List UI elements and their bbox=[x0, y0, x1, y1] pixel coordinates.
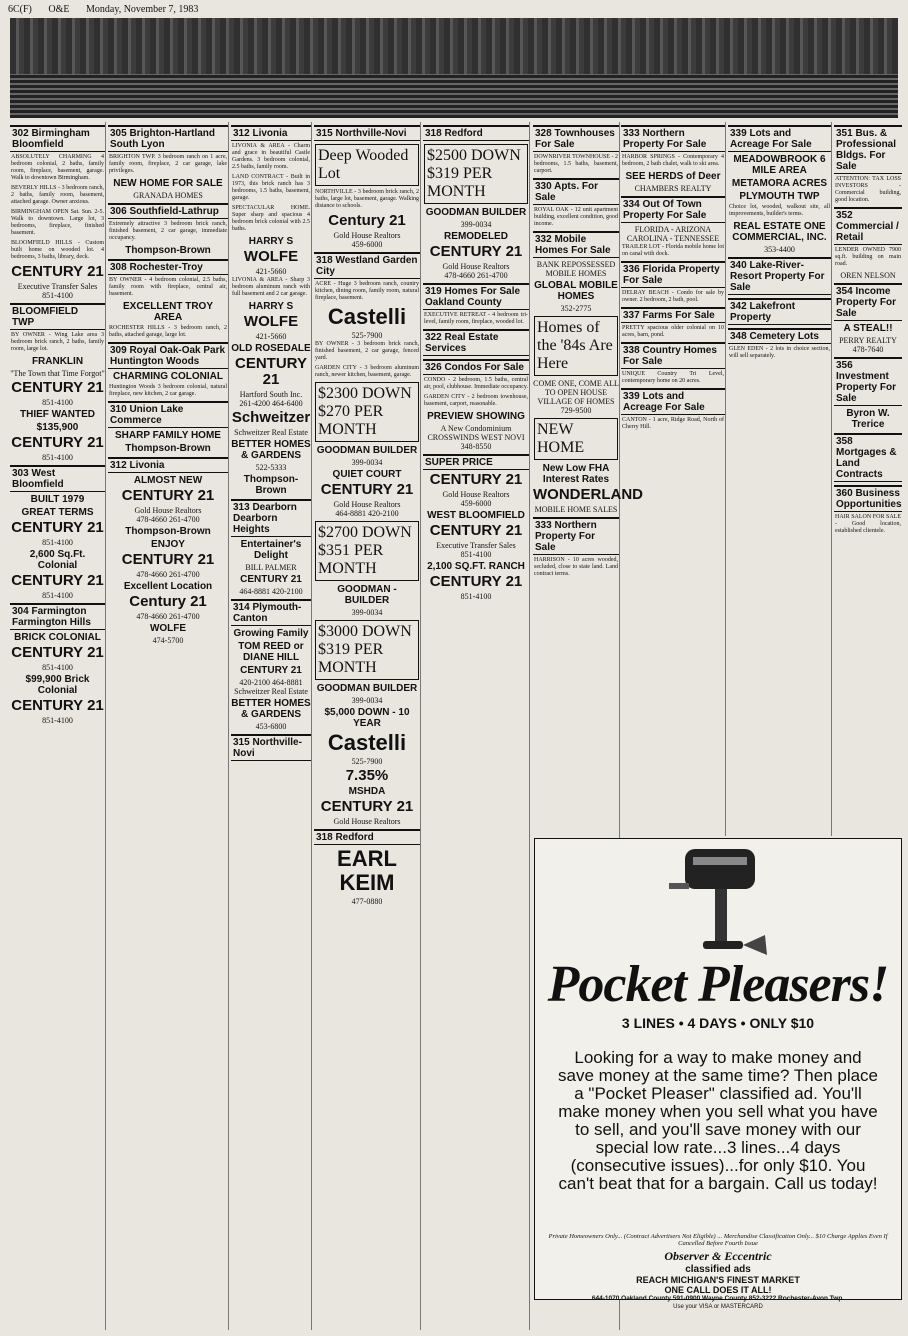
listing-detail: 352-2775 bbox=[560, 304, 592, 313]
agency-name: CENTURY 21 bbox=[11, 263, 104, 280]
listing-detail: BANK REPOSSESSED MOBILE HOMES bbox=[536, 260, 616, 278]
listing-detail: Gold House Realtors bbox=[333, 817, 401, 826]
section-heading: 304 Farmington Farmington Hills bbox=[10, 603, 105, 630]
listing-headline: Thompson-Brown bbox=[125, 443, 211, 454]
listing-detail: CHAMBERS REALTY bbox=[634, 184, 712, 193]
listing-headline: HARRY S bbox=[248, 301, 294, 312]
listing-headline: PLYMOUTH TWP bbox=[739, 191, 820, 202]
listing-detail: Executive Transfer Sales bbox=[436, 541, 516, 550]
column-2 bbox=[108, 122, 229, 1330]
listing-detail: 459-6000 bbox=[460, 499, 492, 508]
section-heading: 326 Condos For Sale bbox=[423, 359, 529, 375]
listing-detail: MOBILE HOME SALES bbox=[534, 505, 618, 514]
agency-name: 7.35% bbox=[345, 767, 389, 784]
agency-name: CENTURY 21 bbox=[320, 798, 414, 815]
section-heading: 339 Lots and Acreage For Sale bbox=[621, 388, 725, 415]
section-heading: 330 Apts. For Sale bbox=[533, 178, 619, 205]
listing-headline: ENJOY bbox=[151, 539, 185, 550]
agency-name: CENTURY 21 bbox=[429, 243, 523, 260]
ad-subtitle: 3 LINES • 4 DAYS • ONLY $10 bbox=[621, 1015, 815, 1031]
outboard-motor-icon bbox=[645, 843, 795, 963]
listing-text: UNIQUE Country Tri Level, contemporary home on 20 acres. bbox=[622, 371, 724, 384]
listing-headline: REAL ESTATE ONE COMMERCIAL, INC. bbox=[732, 221, 827, 243]
section-heading: 308 Rochester-Troy bbox=[108, 259, 228, 275]
pocket-pleasers-ad bbox=[534, 838, 902, 1310]
listing-text: TRAILER LOT - Florida mobile home lot on canal with dock. bbox=[622, 244, 724, 257]
classified-banner-photo bbox=[10, 18, 898, 118]
section-heading: 303 West Bloomfield bbox=[10, 465, 105, 492]
column-5 bbox=[423, 122, 530, 1330]
agency-name: Schweitzer bbox=[231, 409, 311, 426]
boxed-headline: $2300 DOWN $270 PER MONTH bbox=[315, 382, 419, 442]
agency-name-large: EARL KEIM bbox=[337, 846, 397, 895]
section-heading: 314 Plymouth-Canton bbox=[231, 599, 311, 626]
ad-logo bbox=[535, 1249, 901, 1264]
phones-line: 644-1070 Oakland County 591-0900 Wayne County 852-3222 Rochester-Avon Twp. bbox=[591, 1295, 845, 1302]
listing-headline: Thompson-Brown bbox=[125, 245, 211, 256]
listing-text: BEVERLY HILLS - 3 bedroom ranch, 2 baths, family room, basement, attached garage. Owner anxious. bbox=[11, 185, 104, 205]
column-8 bbox=[728, 122, 832, 836]
listing-text: BY OWNER - 4 bedroom colonial, 2.5 baths, family room with fireplace, central air, basement. bbox=[109, 277, 227, 297]
listing-headline: CENTURY 21 bbox=[240, 665, 302, 676]
agency-name: CENTURY 21 bbox=[11, 697, 104, 714]
listing-detail: 464-8881 420-2100 bbox=[239, 587, 303, 596]
listing-text: ATTENTION: TAX LOSS INVESTORS - Commercial building, good location. bbox=[835, 176, 901, 203]
listing-detail: 421-5660 bbox=[255, 332, 287, 341]
listing-headline: EXCELLENT TROY AREA bbox=[122, 301, 213, 323]
agency-name: CENTURY 21 bbox=[121, 487, 215, 504]
section-heading: 352 Commercial / Retail bbox=[834, 207, 902, 245]
listing-detail: Gold House Realtors bbox=[442, 262, 510, 271]
paper-name: O&E bbox=[48, 4, 70, 15]
listing-detail: 478-4660 261-4700 bbox=[444, 271, 508, 280]
listing-detail: 522-5333 bbox=[255, 463, 287, 472]
section-heading: 348 Cemetery Lots bbox=[728, 328, 831, 344]
listing-text: HAIR SALON FOR SALE - Good location, established clientele. bbox=[835, 514, 901, 534]
listing-detail: 851-4100 bbox=[42, 538, 73, 547]
listing-headline: OLD ROSEDALE bbox=[231, 343, 311, 354]
column-7 bbox=[621, 122, 726, 836]
listing-headline: BRICK COLONIAL bbox=[14, 632, 101, 643]
section-heading: 356 Investment Property For Sale bbox=[834, 357, 902, 406]
section-heading: 360 Business Opportunities bbox=[834, 485, 902, 512]
listing-headline: Growing Family bbox=[233, 628, 309, 639]
section-heading: 312 Livonia bbox=[108, 457, 228, 473]
boxed-headline: Deep Wooded Lot bbox=[315, 144, 419, 186]
agency-name: CENTURY 21 bbox=[320, 481, 414, 498]
section-heading: 306 Southfield-Lathrup bbox=[108, 203, 228, 219]
agency-name: WONDERLAND bbox=[533, 486, 643, 503]
listing-detail: 348-8550 bbox=[460, 442, 492, 451]
section-heading: 336 Florida Property For Sale bbox=[621, 261, 725, 288]
listing-text: EXECUTIVE RETREAT - 4 bedroom tri-level, family room, fireplace, wooded lot. bbox=[424, 312, 528, 325]
listing-headline: CHARMING COLONIAL bbox=[113, 371, 223, 382]
listing-headline: SEE HERDS of Deer bbox=[625, 171, 721, 182]
listing-detail: "The Town that Time Forgot" bbox=[10, 369, 105, 378]
listing-detail: 399-0034 bbox=[351, 458, 383, 467]
section-heading: 313 Dearborn Dearborn Heights bbox=[231, 499, 311, 537]
section-heading: 333 Northern Property For Sale bbox=[533, 517, 619, 555]
listing-text: GLEN EDEN - 2 lots in choice section, will sell separately. bbox=[729, 346, 830, 359]
ad-fine-print: Private Homeowners Only... (Contract Advertisers Not Eligible) ... Merchandise Classification Only... $10 Charge Applies Even If Cancelled Before Fourth Issue bbox=[548, 1233, 888, 1247]
boxed-headline: $2700 DOWN $351 PER MONTH bbox=[315, 521, 419, 581]
listing-headline: $135,900 bbox=[36, 422, 79, 433]
listing-detail: Schweitzer Real Estate bbox=[234, 428, 308, 437]
listing-text: Extremely attractive 3 bedroom brick ranch, finished basement, 2 car garage, immediate occupancy. bbox=[109, 221, 227, 241]
section-heading: 340 Lake-River-Resort Property For Sale bbox=[728, 257, 831, 295]
section-heading: 337 Farms For Sale bbox=[621, 307, 725, 323]
listing-text: SPECTACULAR HOME. Super sharp and spacious 4 bedroom brick colonial with 2.5 baths. bbox=[232, 205, 310, 232]
agency-name: CENTURY 21 bbox=[11, 519, 104, 536]
listing-headline: QUIET COURT bbox=[332, 469, 402, 480]
listing-headline: Excellent Location bbox=[123, 581, 213, 592]
ad-contact bbox=[535, 1265, 901, 1312]
section-heading: SUPER PRICE bbox=[423, 454, 529, 470]
section-heading: 332 Mobile Homes For Sale bbox=[533, 231, 619, 258]
listing-detail: 399-0034 bbox=[351, 608, 383, 617]
listing-detail: PERRY REALTY bbox=[839, 336, 897, 345]
listing-text: ABSOLUTELY CHARMING 4 bedroom colonial, 2 baths, family room, fireplace, basement, garage. Walk to downtown Birmingham. bbox=[11, 154, 104, 181]
ad-body: Looking for a way to make money and save money at the same time? Then place a "Pocket Pleaser" classified ad. You'll make money when you sell what you have to sell, and you'll save money with our special low rate...3 lines...4 days (consecutive issues)...for only $10. You can't beat that for a bargain. Call us today! bbox=[557, 1048, 879, 1193]
agency-name: CENTURY 21 bbox=[11, 644, 104, 661]
listing-headline: FRANKLIN bbox=[31, 356, 84, 367]
agency-name-large: Castelli bbox=[327, 304, 407, 329]
listing-headline: GOODMAN BUILDER bbox=[425, 207, 527, 218]
listing-headline: BUILT 1979 bbox=[30, 494, 85, 505]
listing-text: LIVONIA & AREA - Charm and grace in beautiful Castle Gardens. 3 bedroom colonial, 2.5 baths, family room. bbox=[232, 143, 310, 170]
listing-detail: 464-8881 420-2100 bbox=[335, 509, 399, 518]
listing-detail: 851-4100 bbox=[42, 716, 73, 725]
listing-headline: SHARP FAMILY HOME bbox=[115, 430, 221, 441]
section-heading: 302 Birmingham Bloomfield bbox=[10, 125, 105, 152]
page-header bbox=[8, 4, 900, 18]
listing-detail: 478-4660 261-4700 bbox=[136, 570, 200, 579]
agency-name: WOLFE bbox=[243, 313, 299, 330]
section-heading: 351 Bus. & Professional Bldgs. For Sale bbox=[834, 125, 902, 174]
section-heading: 318 Westland Garden City bbox=[314, 252, 420, 279]
listing-headline: GOODMAN - BUILDER bbox=[337, 584, 397, 606]
section-heading: 318 Redford bbox=[423, 125, 529, 141]
listing-headline: METAMORA ACRES bbox=[731, 178, 828, 189]
section-heading: 342 Lakefront Property bbox=[728, 298, 831, 325]
section-heading: 305 Brighton-Hartland South Lyon bbox=[108, 125, 228, 152]
section-heading: 338 Country Homes For Sale bbox=[621, 342, 725, 369]
listing-detail: Hartford South Inc. bbox=[239, 390, 303, 399]
banner-band bbox=[10, 74, 898, 118]
listing-text: PRETTY spacious older colonial on 10 acres, barn, pond. bbox=[622, 325, 724, 338]
listing-headline: Thompson-Brown bbox=[125, 526, 211, 537]
listing-headline: PREVIEW SHOWING bbox=[427, 411, 525, 422]
agency-name: Century 21 bbox=[129, 593, 207, 610]
listing-detail: 729-9500 bbox=[560, 406, 592, 415]
listing-headline: CENTURY 21 bbox=[240, 574, 302, 585]
listing-detail: 478-4660 261-4700 bbox=[136, 612, 200, 621]
listing-detail: 478-7640 bbox=[852, 345, 884, 354]
listing-text: BY OWNER - Wing Lake area 3 bedroom brick ranch, 2 baths, family room, large lot. bbox=[11, 332, 104, 352]
section-heading: 315 Northville-Novi bbox=[314, 125, 420, 141]
listing-headline: MEADOWBROOK 6 MILE AREA bbox=[733, 154, 826, 176]
listing-detail: 851-4100 bbox=[42, 453, 73, 462]
listing-text: LIVONIA & AREA - Sharp 3 bedroom aluminum ranch with full basement and 2 car garage. bbox=[232, 277, 310, 297]
listing-text: BRIGHTON TWP. 3 bedroom ranch on 1 acre, family room, fireplace, 2 car garage, lake privileges. bbox=[109, 154, 227, 174]
listing-headline: THIEF WANTED bbox=[20, 409, 95, 420]
section-heading: 319 Homes For Sale Oakland County bbox=[423, 283, 529, 310]
listing-detail: 477-0880 bbox=[351, 897, 383, 906]
page-number: 6C(F) bbox=[8, 4, 32, 15]
listing-detail: 261-4200 464-6400 bbox=[239, 399, 303, 408]
listing-detail: 420-2100 464-8881 bbox=[239, 678, 303, 687]
listing-text: BLOOMFIELD HILLS - Custom built home on wooded lot. 4 bedrooms, 3 baths, library, deck. bbox=[11, 240, 104, 260]
listing-headline: TOM REED or DIANE HILL bbox=[238, 641, 304, 663]
listing-headline: ALMOST NEW bbox=[133, 475, 203, 486]
listing-text: LENDER OWNED 7900 sq.ft. building on main road. bbox=[835, 247, 901, 267]
listing-detail: COME ONE, COME ALL TO OPEN HOUSE bbox=[533, 379, 619, 397]
listing-headline: $5,000 DOWN - 10 YEAR bbox=[324, 707, 410, 729]
listing-detail: Gold House Realtors bbox=[442, 490, 510, 499]
agency-name: CENTURY 21 bbox=[121, 551, 215, 568]
section-heading: 310 Union Lake Commerce bbox=[108, 401, 228, 428]
cards-line: Use your VISA or MASTERCARD bbox=[673, 1304, 763, 1310]
reach-line: REACH MICHIGAN'S FINEST MARKET bbox=[636, 1275, 800, 1285]
listing-text: DOWNRIVER TOWNHOUSE - 2 bedrooms, 1.5 baths, basement, carport. bbox=[534, 154, 618, 174]
listing-detail: 525-7900 bbox=[351, 757, 383, 766]
listing-headline: GREAT TERMS bbox=[21, 507, 94, 518]
boxed-headline: $2500 DOWN $319 PER MONTH bbox=[424, 144, 528, 204]
listing-text: HARBOR SPRINGS - Contemporary 4 bedroom, 2 bath chalet, walk to ski area. bbox=[622, 154, 724, 167]
section-heading: 339 Lots and Acreage For Sale bbox=[728, 125, 831, 152]
listing-headline: GLOBAL MOBILE HOMES bbox=[534, 280, 618, 302]
listing-headline: GOODMAN BUILDER bbox=[316, 445, 418, 456]
listing-detail: 851-4100 bbox=[460, 592, 492, 601]
listing-text: Huntington Woods 3 bedroom colonial, natural fireplace, new kitchen, 2 car garage. bbox=[109, 384, 227, 397]
listing-headline: Entertainer's Delight bbox=[240, 539, 302, 561]
section-heading: 334 Out Of Town Property For Sale bbox=[621, 196, 725, 223]
agency-name-large: Castelli bbox=[327, 730, 407, 755]
section-heading: 318 Redford bbox=[314, 829, 420, 845]
listing-headline: WEST BLOOMFIELD bbox=[427, 510, 525, 521]
agency-name: CENTURY 21 bbox=[11, 379, 104, 396]
listing-detail: 353-4400 bbox=[764, 245, 795, 254]
agency-name: CENTURY 21 bbox=[429, 573, 523, 590]
listing-headline: A STEAL!! bbox=[843, 323, 893, 334]
listing-detail: 453-6800 bbox=[255, 722, 287, 731]
agency-name: CENTURY 21 bbox=[11, 434, 104, 451]
listing-detail: FLORIDA - ARIZONA CAROLINA - TENNESSEE bbox=[626, 225, 720, 243]
column-9 bbox=[834, 122, 902, 836]
listing-headline: BETTER HOMES & GARDENS bbox=[231, 698, 311, 720]
listing-detail: 399-0034 bbox=[351, 696, 383, 705]
listing-text: NORTHVILLE - 3 bedroom brick ranch, 2 baths, large lot, basement, garage. Walking distance to schools. bbox=[315, 189, 419, 209]
agency-name: CENTURY 21 bbox=[11, 572, 104, 589]
listing-detail: Schweitzer Real Estate bbox=[234, 687, 308, 696]
listing-detail: 421-5660 bbox=[255, 267, 287, 276]
listing-detail: 459-6000 bbox=[351, 240, 383, 249]
listing-detail: A New Condominium CROSSWINDS WEST NOVI bbox=[427, 424, 525, 442]
agency-name: WOLFE bbox=[243, 248, 299, 265]
listing-detail: OREN NELSON bbox=[840, 271, 896, 280]
listing-text: Choice lot, wooded, walkout site, all improvements, builder's terms. bbox=[729, 204, 830, 217]
agency-name: CENTURY 21 bbox=[235, 355, 307, 388]
ad-title: Pocket Pleasers! bbox=[547, 956, 889, 1013]
agency-name: CENTURY 21 bbox=[429, 471, 523, 488]
listing-detail: VILLAGE OF HOMES bbox=[537, 397, 615, 406]
listing-headline: REMODELED bbox=[444, 231, 508, 242]
section-heading: 322 Real Estate Services bbox=[423, 329, 529, 356]
column-3 bbox=[231, 122, 312, 1330]
listing-headline: BETTER HOMES & GARDENS bbox=[231, 439, 311, 461]
boxed-headline: NEW HOME bbox=[534, 418, 618, 460]
section-heading: 328 Townhouses For Sale bbox=[533, 125, 619, 152]
listing-headline: New Low FHA Interest Rates bbox=[542, 463, 610, 485]
listing-detail: Gold House Realtors bbox=[134, 506, 202, 515]
listing-detail: 851-4100 bbox=[42, 291, 73, 300]
listing-headline: WOLFE bbox=[149, 623, 187, 634]
listing-text: BIRMINGHAM OPEN Sat. Sun. 2-5. Walk to downtown. Large lot, 3 bedrooms, fireplace, finished basement. bbox=[11, 209, 104, 236]
listing-detail: 525-7900 bbox=[351, 331, 383, 340]
logo-line-2: classified ads bbox=[685, 1264, 751, 1275]
listing-detail: 474-5700 bbox=[152, 636, 184, 645]
listing-headline: NEW HOME FOR SALE bbox=[113, 178, 223, 189]
section-heading: 309 Royal Oak-Oak Park Huntington Woods bbox=[108, 342, 228, 369]
listing-detail: GRANADA HOMES bbox=[133, 191, 203, 200]
listing-text: BY OWNER - 3 bedroom brick ranch, finished basement, 2 car garage, fenced yard. bbox=[315, 341, 419, 361]
boxed-headline: Homes of the '84s Are Here bbox=[534, 316, 618, 376]
listing-detail: 399-0034 bbox=[460, 220, 492, 229]
boxed-headline: $3000 DOWN $319 PER MONTH bbox=[315, 620, 419, 680]
column-1 bbox=[10, 122, 106, 1330]
listing-detail: 851-4100 bbox=[42, 591, 73, 600]
issue-date: Monday, November 7, 1983 bbox=[86, 4, 199, 15]
section-heading: 354 Income Property For Sale bbox=[834, 283, 902, 321]
listing-text: CONDO - 2 bedroom, 1.5 baths, central air, pool, clubhouse. Immediate occupancy. bbox=[424, 377, 529, 390]
listing-detail: BILL PALMER bbox=[245, 563, 297, 572]
section-heading: 312 Livonia bbox=[231, 125, 311, 141]
listing-detail: 851-4100 bbox=[460, 550, 492, 559]
section-heading: BLOOMFIELD TWP bbox=[10, 303, 105, 330]
listing-detail: 478-4660 261-4700 bbox=[136, 515, 200, 524]
listing-text: GARDEN CITY - 2 bedroom townhouse, basement, carport, reasonable. bbox=[424, 394, 528, 407]
listing-text: ACRE - Huge 3 bedroom ranch, country kitchen, dining room, family room, natural fireplace, basement. bbox=[315, 281, 419, 301]
listing-headline: Byron W. Trerice bbox=[846, 408, 890, 430]
agency-name: CENTURY 21 bbox=[429, 522, 523, 539]
listing-text: GARDEN CITY - 3 bedroom aluminum ranch, newer kitchen, basement, garage. bbox=[315, 365, 419, 378]
listing-detail: 851-4100 bbox=[42, 663, 73, 672]
listing-headline: MSHDA bbox=[348, 786, 386, 797]
listing-detail: 851-4100 bbox=[42, 398, 73, 407]
listing-headline: $99,900 Brick Colonial bbox=[25, 674, 90, 696]
section-heading: 315 Northville-Novi bbox=[231, 734, 311, 761]
call-line: ONE CALL DOES IT ALL! bbox=[664, 1285, 772, 1295]
listing-text: ROCHESTER HILLS - 3 bedroom ranch, 2 baths, attached garage, large lot. bbox=[109, 325, 227, 338]
listing-headline: HARRY S bbox=[248, 236, 294, 247]
listing-headline: 2,600 Sq.Ft. Colonial bbox=[29, 549, 86, 571]
listing-detail: Gold House Realtors bbox=[333, 500, 401, 509]
section-heading: 358 Mortgages & Land Contracts bbox=[834, 433, 902, 482]
listing-text: HARRISON - 10 acres wooded, secluded, close to state land. Land contract terms. bbox=[534, 557, 618, 577]
listing-text: ROYAL OAK - 12 unit apartment building, excellent condition, good income. bbox=[534, 207, 618, 227]
agency-name: Century 21 bbox=[328, 212, 406, 229]
listing-text: DELRAY BEACH - Condo for sale by owner. 2 bedroom, 2 bath, pool. bbox=[622, 290, 724, 303]
listing-headline: GOODMAN BUILDER bbox=[316, 683, 418, 694]
column-4 bbox=[314, 122, 421, 1330]
listing-headline: 2,100 SQ.FT. RANCH bbox=[427, 561, 525, 572]
listing-detail: Gold House Realtors bbox=[333, 231, 401, 240]
listing-text: CANTON - 1 acre, Ridge Road, North of Cherry Hill. bbox=[622, 417, 724, 430]
listing-detail: Executive Transfer Sales bbox=[17, 282, 98, 291]
section-heading: 333 Northern Property For Sale bbox=[621, 125, 725, 152]
listing-text: LAND CONTRACT - Built in 1973, this brick ranch has 3 bedrooms, 1.5 baths, basement, garage. bbox=[232, 174, 310, 201]
listing-headline: Thompson-Brown bbox=[243, 474, 299, 496]
logo-line-1: Observer & Eccentric bbox=[664, 1249, 772, 1263]
